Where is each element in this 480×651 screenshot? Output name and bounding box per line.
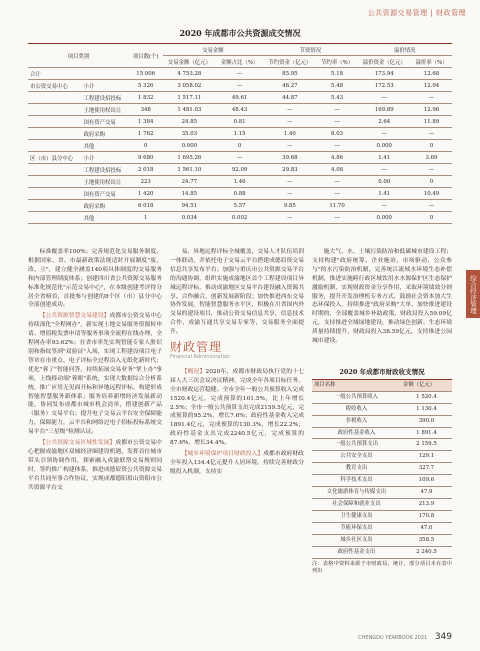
table-cell: 1 130.4 [401, 403, 452, 415]
t2-header-name: 项目名称 [312, 379, 401, 391]
table-cell: 政府性基金支出 [312, 546, 401, 558]
table-cell [28, 140, 81, 152]
table-cell: — [358, 164, 411, 176]
table-cell: 5 326 [129, 80, 163, 92]
table-cell: 49.61 [216, 92, 263, 104]
table-cell: 4 753.28 [163, 68, 216, 80]
paragraph-text: 成都市公资交易中心持续深化"全程网办"，新实现土地交易服务资源转申请、增值税发票申请等服务事项全流程在线办理，全程网办率93.62%；在省市率先实现智能专家人脸识别和指纹签到"双验证"入场，实现工程建设项目电子签章在市重点、电子评标全过程沿入无纸化新时代；优化"蓉了"智能问答，持续拓展交易业务"掌上办"事项，上线移动端"蓉眼"系统，实现大数据综合分析系统，推广应用无见面开标和异地远程评标，构建形成智能智慧服务新体系；服务培养新增经济发展新动能，协同发布成都市城市机会清单，搭建创新产品（服务）交易平台；提升电子交易云平台安全保障能力，保障能力，云平台和网络过电子招标投标系统交易平台"三星级"检测认证。 [28, 313, 162, 436]
table-row [28, 152, 452, 164]
table-cell: — [263, 104, 316, 116]
table-cell: 24.77 [163, 176, 216, 188]
header-save-rate: 节约率（%） [317, 56, 358, 68]
table-cell: 11.89 [411, 116, 452, 128]
table-cell: 0.034 [163, 212, 216, 224]
subheading: 【公共资源智慧交易建设】 [39, 313, 110, 320]
table-row [28, 116, 452, 128]
table-cell: 46.27 [263, 80, 316, 92]
table-cell: 0.88 [216, 188, 263, 200]
table-cell: — [216, 80, 263, 92]
table-cell: 12.68 [411, 68, 452, 80]
table-row [28, 80, 452, 92]
table-cell: 11.70 [317, 200, 358, 212]
table-row [312, 439, 452, 451]
table-cell: 教育支出 [312, 463, 401, 475]
table-cell: 9 680 [129, 152, 163, 164]
table-cell: 小计 [81, 80, 128, 92]
table-cell: 15 006 [129, 68, 163, 80]
table-cell: 城乡社区支出 [312, 534, 401, 546]
table-cell: 14.85 [163, 188, 216, 200]
table-cell: — [358, 200, 411, 212]
table-cell: 109.6 [401, 475, 452, 487]
table-cell: 文化旅游体育与传媒支出 [312, 487, 401, 499]
table-cell [28, 128, 81, 140]
footer-year: 2021 [414, 635, 428, 641]
table-cell: 169.89 [358, 104, 411, 116]
table-cell: 1 420 [129, 188, 163, 200]
table-cell: 0 [129, 140, 163, 152]
table-cell: — [263, 188, 316, 200]
group-premium: 溢价情况 [358, 44, 452, 56]
table-row [312, 391, 452, 403]
page-number: 349 [434, 632, 452, 642]
table-cell: 政府采购 [81, 128, 128, 140]
table-cell: 29.83 [263, 164, 316, 176]
sidebar-tab: 综合经济管理 [466, 270, 480, 318]
t2-header-amount: 金额（亿元） [401, 379, 452, 391]
table-cell [28, 212, 81, 224]
table-cell: — [411, 92, 452, 104]
table-cell: 政府性基金收入 [312, 427, 401, 439]
paragraph-text: 成都市政府财政全年投入134.4亿元提升人居环境，持续完善财政分级投入机制，支持实 [170, 451, 304, 475]
table-cell: 小计 [81, 152, 128, 164]
table-cell: 非税收入 [312, 415, 401, 427]
table-row [312, 403, 452, 415]
subheading: 【公共资源交易区域性发展】 [39, 440, 116, 447]
table-row [312, 475, 452, 487]
table-row [28, 92, 452, 104]
table-cell: 213.9 [401, 498, 452, 510]
table-cell: 12.96 [411, 104, 452, 116]
table-row [312, 451, 452, 463]
column-3 [312, 248, 452, 575]
table-cell: 94.51 [163, 200, 216, 212]
table-cell: 390.0 [401, 415, 452, 427]
table-cell: — [216, 152, 263, 164]
table-cell: 92.09 [216, 164, 263, 176]
table-cell: 国有资产交易 [81, 188, 128, 200]
table-cell: 0.000 [163, 140, 216, 152]
paragraph-text: 成都市公资交易中心把握成渝地区双城经济圈建设机遇，发挥首位城市带头引领协调作用，探索融入成渝联帮交易规则同时，签约推广构建体系，推进成德眉资公共资源交易平台共同至事合作协议，实现成都德阳眉山资阳市公共资源平台交 [28, 440, 162, 491]
table-cell: 区（市）县分中心 [28, 152, 81, 164]
section-subtitle: Financial Administration [170, 353, 231, 360]
table-row [312, 534, 452, 546]
table-cell: 0 [411, 140, 452, 152]
table-cell: 10.49 [411, 188, 452, 200]
column-2 [170, 248, 304, 479]
table-cell: 48.43 [216, 104, 263, 116]
table-cell: 2 240.5 [401, 546, 452, 558]
table-cell: 工程建设招投标 [81, 164, 128, 176]
table-cell: 1 762 [129, 128, 163, 140]
table-cell: — [263, 140, 316, 152]
table-row [28, 164, 452, 176]
table-cell [28, 164, 81, 176]
table-cell: 348 [129, 104, 163, 116]
table-cell: 47.0 [401, 522, 452, 534]
paragraph: 施大气、水、土壤污染防治和低碳城市建设工程；支持构建"政府统筹、企业施治、市场驱动、公众参与"的水污染防治机制，完善统江流域水环境生态补偿机制，推进实施跨行政区域饮用水水源保护区生态保护激励机制，实现财政资金分享作用，采取环境绩效分则服务，提升开发治理机专务方式，鼓励社会资本加大生态环保投入，持续推进"政府采购"大单，加快推进建设时期的，全部覆盖城乡补助政策，财政局投入59.09亿元，支持推进全域绿地建设，推动绿色创新、生态环境质量持续提升，财政局投入38.59亿元，支持推进公园城市建设。 [312, 249, 452, 345]
header-saved: 节约资金（亿元） [263, 56, 316, 68]
table-cell [28, 116, 81, 128]
table-cell: 0.000 [358, 212, 411, 224]
table-cell: 3.69 [411, 152, 452, 164]
table-cell: 9.85 [263, 200, 316, 212]
table-cell: — [263, 212, 316, 224]
table-cell: — [358, 92, 411, 104]
table-cell: 0 [411, 176, 452, 188]
table-cell: 44.87 [263, 92, 316, 104]
table2-title: 2020 年成都市财政收支情况 [339, 368, 425, 376]
table-cell: — [358, 128, 411, 140]
table-cell [28, 176, 81, 188]
main-page [28, 28, 452, 224]
table-row [28, 188, 452, 200]
table-cell: 170.8 [401, 510, 452, 522]
table-cell: 5.57 [216, 200, 263, 212]
paragraph-text: 2020年，成都市财政局执行党的十七届人大三次会议决议精神，完成全年各项目标任务，全市财政运营稳健。全市全年一般公共预算收入完成1520.4亿元，完成预算的101.5%，比上年增长2.5%；全市一般公共预算支出完成2159.5亿元，完成预算的95.2%，增长7.6%；政府性基金收入完成1891.4亿元，完成预算的130.3%，增长22.2%；政府性基金支出完成2240.5亿元，完成预算的87.6%，增长34.4%。 [170, 368, 304, 447]
table-cell: — [317, 176, 358, 188]
table1 [28, 43, 452, 224]
table-cell: — [411, 200, 452, 212]
table-cell: 1.15 [216, 128, 263, 140]
table-cell: — [317, 212, 358, 224]
table-row [28, 104, 452, 116]
table-cell: 0.00 [358, 176, 411, 188]
table-cell: 合计 [28, 68, 81, 80]
table2-note: 注：表格中资料来源于市财政局，统计，部分项目未在表中列出 [312, 560, 452, 574]
table-cell: 129.1 [401, 451, 452, 463]
table-cell: 卫生健康支出 [312, 510, 401, 522]
paragraph [170, 368, 304, 448]
table-cell: — [317, 104, 358, 116]
paragraph: 易、异地远程评标全城覆盖，交易人才队伍培训一体联动，并依托电子交易云平台搭建成德眉资交易信息共享发布平台；加强与重庆市公共资源交易平台的沟通协调，组织实施成渝地区首个工程建设项目异城远程评标，推动成渝地区交易平台建设融入资源共享、合作融合、创新发展新阶段；加快推进西东交易协作发展，智能智慧服务水平区，积极在川省国内外交易的建设项目，推动公资交易信息共享，信息技术合作，成渝互通共享交易专家等，交易服务全面提升。 [170, 249, 304, 336]
header-premium-rate: 溢价率（%） [411, 56, 452, 68]
table-cell: 85.95 [263, 68, 316, 80]
footer [358, 632, 452, 642]
table-cell: 4.08 [317, 164, 358, 176]
table-cell: — [317, 140, 358, 152]
section-header: 公共资源交易管理 | 财政管理 [367, 9, 466, 17]
table-cell: 1.46 [216, 176, 263, 188]
table-cell: 6 018 [129, 200, 163, 212]
paragraph [28, 439, 162, 492]
table-cell: 223 [129, 176, 163, 188]
table-cell: — [317, 188, 358, 200]
table-cell: 1 481.03 [163, 104, 216, 116]
header-premium: 溢价资金（亿元） [358, 56, 411, 68]
table-cell: 1 695.26 [163, 152, 216, 164]
table-cell: 其他 [81, 140, 128, 152]
table-cell: 1 384 [129, 116, 163, 128]
table-cell: — [317, 116, 358, 128]
table-cell: 2 159.5 [401, 439, 452, 451]
table-row [28, 140, 452, 152]
table-cell: 1 520.4 [401, 391, 452, 403]
table-cell: 1 891.4 [401, 427, 452, 439]
table-cell: 公共安全支出 [312, 451, 401, 463]
table-cell: 0.000 [358, 140, 411, 152]
table-cell: 5.18 [317, 68, 358, 80]
table-cell: 土地使用权出让 [81, 176, 128, 188]
table-cell [81, 68, 128, 80]
table-cell: 1 832 [129, 92, 163, 104]
table-cell: 47.9 [401, 487, 452, 499]
group-trade: 交易金额 [163, 44, 264, 56]
subheading: 【概况】 [181, 368, 206, 375]
table-cell: 0.81 [216, 116, 263, 128]
table-row [28, 176, 452, 188]
table-cell [28, 200, 81, 212]
table-cell: 2.64 [358, 116, 411, 128]
table-cell: 1.41 [358, 152, 411, 164]
header-category: 项目类别 [28, 44, 129, 68]
table-row [312, 546, 452, 558]
table-cell: 0 [216, 140, 263, 152]
group-saving: 节资情况 [263, 44, 357, 56]
header-amount: 交易金额（亿元） [163, 56, 216, 68]
table-cell: 科学技术支出 [312, 475, 401, 487]
table-cell: 1 561.10 [163, 164, 216, 176]
table-row [312, 487, 452, 499]
table2 [312, 379, 452, 559]
table-cell: 35.03 [163, 128, 216, 140]
table-cell [28, 104, 81, 116]
table-cell: — [411, 164, 452, 176]
table-cell: 1 [129, 212, 163, 224]
table-cell: 12.94 [411, 80, 452, 92]
table-row [312, 498, 452, 510]
table-cell: 工程建设招投标 [81, 92, 128, 104]
table-cell: — [263, 116, 316, 128]
paragraph [170, 450, 304, 477]
paragraph: 标准覆盖率100%；完善规范化交易服务制度，根据国家、省、市最新政策法规适时开展制度"废、改、立"，建立健全涵盖140项具体制度的交易服务和内部管理制度体系；创建四川省公共资源交易服务标准化规范化"示范交易中心"，在本级创建考评得分居全省榜首，首批参与创建的8个区（市）县分中心全部创建成功。 [28, 249, 162, 309]
paragraph [28, 312, 162, 437]
table-cell: 政府采购 [81, 200, 128, 212]
table-row [28, 128, 452, 140]
table-cell: 0.002 [216, 212, 263, 224]
table-row [312, 510, 452, 522]
footer-book: CHENGDU YEARBOOK [358, 635, 413, 641]
table-row [312, 463, 452, 475]
table-cell: 节能环保支出 [312, 522, 401, 534]
table-cell: 3 058.02 [163, 80, 216, 92]
table-cell: 社会保障和就业支出 [312, 498, 401, 510]
table-cell: 5.48 [317, 80, 358, 92]
table-cell: 一般公共预算收入 [312, 391, 401, 403]
table-cell: 国有资产交易 [81, 116, 128, 128]
table-cell: 税收收入 [312, 403, 401, 415]
table-cell: 1 517.11 [163, 92, 216, 104]
table-row [28, 200, 452, 212]
section-title: 财政管理 [170, 340, 223, 355]
table-cell: — [411, 128, 452, 140]
table-cell: 5.43 [317, 92, 358, 104]
table-cell [28, 92, 81, 104]
table-cell [28, 188, 81, 200]
table-cell: 0 [411, 212, 452, 224]
table-row [312, 427, 452, 439]
table-cell: 358.5 [401, 534, 452, 546]
table-cell: — [216, 68, 263, 80]
table-cell: 39.68 [263, 152, 316, 164]
table-cell: — [263, 176, 316, 188]
table-cell: 173.94 [358, 68, 411, 80]
table-row [28, 212, 452, 224]
table-cell: 土地使用权出让 [81, 104, 128, 116]
table-row [28, 68, 452, 80]
table-cell: 8.03 [317, 128, 358, 140]
subheading: 【城乡环境保护项目财政投入】 [181, 451, 264, 458]
table-cell: 市公资交易中心 [28, 80, 81, 92]
column-1 [28, 248, 162, 494]
table-row [312, 522, 452, 534]
table-cell: 327.7 [401, 463, 452, 475]
table-cell: 一般公共预算支出 [312, 439, 401, 451]
table-cell: 1.40 [263, 128, 316, 140]
table-cell: 4.86 [317, 152, 358, 164]
header-share: 金额占比（%） [216, 56, 263, 68]
table1-title: 2020 年成都市公共资源成交情况 [179, 28, 301, 38]
table-cell: 172.53 [358, 80, 411, 92]
table-cell: 其他 [81, 212, 128, 224]
table-cell: 1.41 [358, 188, 411, 200]
table-cell: 24.85 [163, 116, 216, 128]
header-count: 项目数(个) [129, 44, 163, 68]
table-cell: 2 018 [129, 164, 163, 176]
table-row [312, 415, 452, 427]
